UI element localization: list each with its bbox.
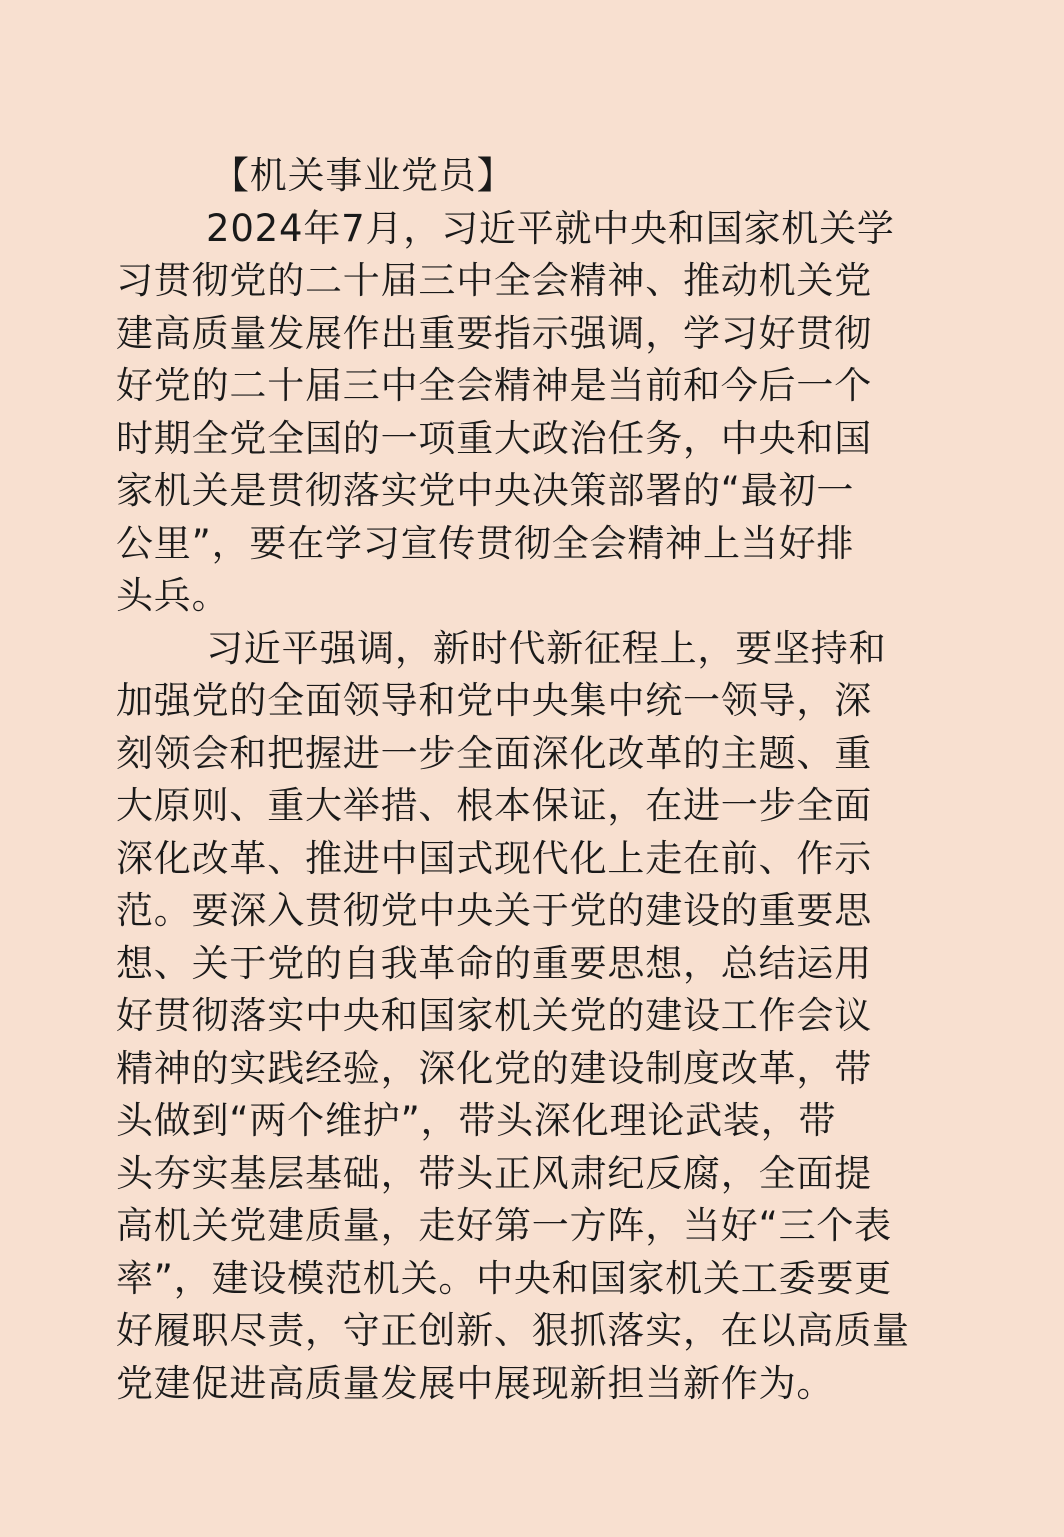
paragraph-line: 范。要深入贯彻党中央关于党的建设的重要思 xyxy=(116,889,872,932)
paragraph-line: 头做到“两个维护”，带头深化理论武装，带 xyxy=(116,1099,837,1142)
paragraph-line: 刻领会和把握进一步全面深化改革的主题、重 xyxy=(116,731,872,775)
paragraph-line: 率”，建设模范机关。中央和国家机关工委要更 xyxy=(116,1256,892,1300)
paragraph-line: 公里”，要在学习宣传贯彻全会精神上当好排 xyxy=(116,521,855,565)
article-heading: 【机关事业党员】 xyxy=(212,154,515,197)
paragraph-line: 好贯彻落实中央和国家机关党的建设工作会议 xyxy=(116,994,872,1037)
paragraph-line: 好履职尽责，守正创新、狠抓落实，在以高质量 xyxy=(116,1309,910,1352)
paragraph-line: 习贯彻党的二十届三中全会精神、推动机关党 xyxy=(116,259,872,302)
paragraph-line: 建高质量发展作出重要指示强调，学习好贯彻 xyxy=(116,311,872,355)
article-body xyxy=(116,150,948,1410)
paragraph-2 xyxy=(116,623,948,1411)
paragraph-line: 深化改革、推进中国式现代化上走在前、作示 xyxy=(116,836,872,880)
paragraph-line: 时期全党全国的一项重大政治任务，中央和国 xyxy=(116,416,872,460)
paragraph-1 xyxy=(116,203,948,623)
paragraph-line: 家机关是贯彻落实党中央决策部署的“最初一 xyxy=(116,469,855,512)
paragraph-line: 党建促进高质量发展中展现新担当新作为。 xyxy=(116,1361,835,1405)
paragraph-line: 2024年7月，习近平就中央和国家机关学 xyxy=(206,206,895,250)
paragraph-line: 好党的二十届三中全会精神是当前和今后一个 xyxy=(116,364,872,407)
paragraph-line: 高机关党建质量，走好第一方阵，当好“三个表 xyxy=(116,1204,892,1247)
paragraph-line: 头兵。 xyxy=(116,574,230,617)
paragraph-line: 头夯实基层基础，带头正风肃纪反腐，全面提 xyxy=(116,1151,872,1195)
paragraph-line: 大原则、重大举措、根本保证，在进一步全面 xyxy=(116,784,872,827)
paragraph-line: 加强党的全面领导和党中央集中统一领导，深 xyxy=(116,679,872,722)
paragraph-line: 习近平强调，新时代新征程上，要坚持和 xyxy=(206,626,887,670)
paragraph-line: 想、关于党的自我革命的重要思想，总结运用 xyxy=(116,941,872,985)
paragraph-line: 精神的实践经验，深化党的建设制度改革，带 xyxy=(116,1046,872,1090)
